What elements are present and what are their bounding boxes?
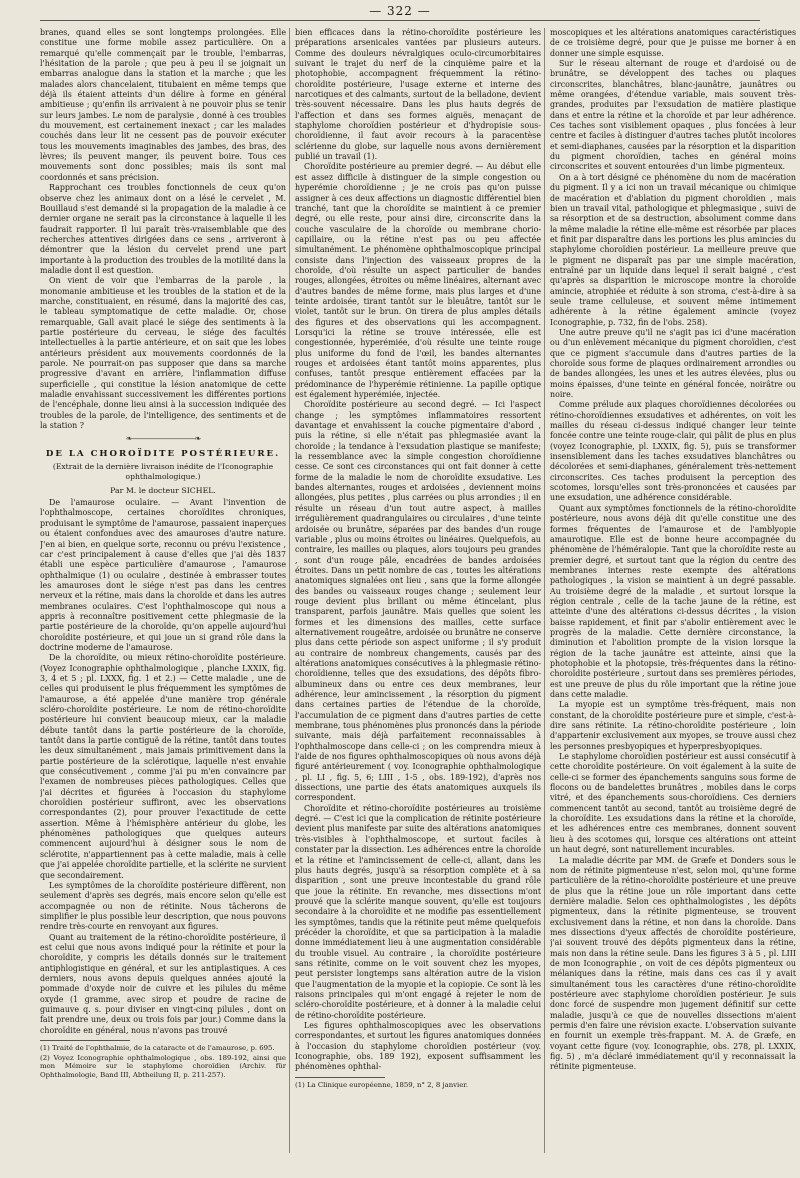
column-2	[295, 28, 541, 1168]
section-title: DE LA CHOROÏDITE POSTÉRIEURE.	[45, 448, 281, 459]
paragraph: On a à tort désigné ce phénomène du nom de macération du pigment. Il y a ici non un travail mécanique ou chimique de macération et d'ablation du pigment choroïdien , mais bien un travail vital, pathologique et phlegmasique , suivi de sa résorption et de sa destruction, absolument comme dans la même maladie la rétine elle-même est résorbée par places et finit par disparaître dans les portions les plus amincies du staphylome choroïdien postérieur. La meilleure preuve que le pigment ne disparaît pas par une simple macération, entraîné par un liquide dans lequel il serait baigné , c'est qu'après sa disparition le microscope montre la choroïde amincie, atrophiée et réduite à son stroma, c'est-à-dire à sa seule trame celluleuse, et souvent même intimement adhérente à la rétine également amincie (voyez Iconographie, p. 732, fin de l'obs. 258).	[550, 172, 796, 327]
paragraph: Choroïdite postérieure au second degré. — Ici l'aspect change ; les symptômes inflammatoires ressortent davantage et envahissent la couche pigmentaire d'abord , puis la rétine, si elle n'était pas phlegmasiée avant la choroïde ; la tendance à l'exsudation plastique se manifeste; la ressemblance avec la simple congestion choroïdienne cesse. Ce sont ces circonstances qui ont fait donner à cette forme de la maladie le nom de choroïdite exsudative. Les bandes alternantes, rouges et ardoisées , deviennent moins allongées, plus petites , plus carrées ou plus arrondies ; il en résulte un réseau d'un tout autre aspect, à mailles irrégulièrement quadrangulaires ou circulaires , d'une teinte ardoisée ou brunâtre, séparées par des bandes d'un rouge variable , plus ou moins étroites ou linéaires. Quelquefois, au contraire, les mailles ou plaques, alors toujours peu grandes , sont d'un rouge pâle, encadrées de bandes ardoisées étroites. Dans un petit nombre de cas , toutes les altérations anatomiques signalées ont lieu , sans que la forme allongée des bandes ou vaisseaux rouges change ; seulement leur rouge devient plus brillant ou même étincelant, plus transparent, parfois jaunâtre. Mais quelles que soient les formes et les dimensions des mailles, cette surface alternativement rougeâtre, ardoisée ou brunâtre ne conserve plus dans cette période son aspect uniforme ; il s'y produit au contraire de nombreux changements, causés par des altérations anatomiques consécutives à la phlegmasie rétino-choroïdienne, telles que des exsudations, des dépôts fibro-albumineux dans ou entre ces deux membranes, leur adhérence, leur amincissement , la résorption du pigment dans certaines parties de l'étendue de la choroïde, l'accumulation de ce pigment dans d'autres parties de cette membrane, tous phénomènes plus prononcés dans la période suivante, mais déjà parfaitement reconnaissables à l'ophthalmoscope dans celle-ci ; on les comprendra mieux à l'aide de nos figures ophthalmoscopiques où nous avons déjà figuré antérieurement ( voy. Iconographie ophthalmologique , pl. LI , fig. 5, 6; LIII , 1-5 , obs. 189-192), d'après nos dissections, une partie des états anatomiques auxquels ils correspondent.	[295, 400, 541, 803]
paragraph: Choroïdite et rétino-choroïdite postérieures au troisième degré. — C'est ici que la complication de rétinite postérieure devient plus manifeste par suite des altérations anatomiques très-visibles à l'ophthalmoscope, et surtout faciles à constater par la dissection. Les adhérences entre la choroïde et la rétine et l'amincissement de celle-ci, allant, dans les plus hauts degrés, jusqu'à sa résorption complète et à sa disparition , sont une preuve incontestable du grand rôle que joue la rétinite. En revanche, mes dissections m'ont prouvé que la sclérite manque souvent, qu'elle est toujours secondaire à la choroïdite et ne modifie pas essentiellement les symptômes, tandis que la rétinite peut même quelquefois précéder la choroïdite, et que sa participation à la maladie donne immédiatement lieu à une augmentation considérable du trouble visuel. Au contraire , la choroïdite postérieure sans rétinite, comme on le voit souvent chez les myopes, peut persister longtemps sans altération autre de la vision que l'augmentation de la myopie et la copiopie. Ce sont là les raisons principales qui m'ont engagé à rejeter le nom de scléro-choroïdite postérieure, et à donner à la maladie celui de rétino-choroïdite postérieure.	[295, 803, 541, 1020]
paragraph: La maladie décrite par MM. de Græfe et Donders sous le nom de rétinite pigmenteuse n'est, selon moi, qu'une forme particulière de la rétino-choroïdite postérieure et une preuve de plus que la rétine joue un rôle important dans cette dernière maladie. Selon ces ophthalmologistes , les dépôts pigmenteux, dans la rétinite pigmenteuse, se trouvent exclusivement dans la rétine, et non dans la choroïde. Dans mes dissections d'yeux affectés de choroïdite postérieure, j'ai souvent trouvé des dépôts pigmenteux dans la rétine, mais non dans la rétine seule. Dans les figures 3 à 5 , pl. LIII de mon Iconographie , on voit de ces dépôts pigmenteux ou mélaniques dans la rétine, mais dans ces cas il y avait simultanément tous les caractères d'une rétino-choroïdite postérieure avec staphylome choroïdien postérieur. Je suis donc forcé de suspendre mon jugement définitif sur cette maladie, jusqu'à ce que de nouvelles dissections m'aient permis d'en faire une révision exacte. L'observation suivante en fournit un exemple très-frappant. M. A. de Græfe, en voyant cette figure (voy. Iconographie, obs. 278, pl. LXXIX, fig. 5) , m'a déclaré immédiatement qu'il y reconnaissait la rétinite pigmenteuse.	[550, 855, 796, 1072]
paragraph: Une autre preuve qu'il ne s'agit pas ici d'une macération ou d'un enlèvement mécanique du pigment choroïdien, c'est que ce pigment s'accumule dans d'autres parties de la choroïde sous forme de plaques ordinairement arrondies ou de bandes allongées, les unes et les autres élevées, plus ou moins épaisses, d'une teinte en général foncée, noirâtre ou noire.	[550, 327, 796, 400]
paragraph: Les figures ophthalmoscopiques avec les observations correspondantes, et surtout les figures anatomiques données à l'occasion du staphylome choroïdien postérieur (voy. Iconographie, obs. 189 192), exposent suffisamment les phénomènes ophthal-	[295, 1021, 541, 1072]
paragraph: Quant au traitement de la rétino-choroïdite postérieure, il est celui que nous avons indiqué pour la rétinite et pour la choroïdite, y compris les détails donnés sur le traitement antiphlogistique en général, et sur les antiplastiques. A ces derniers, nous avons depuis quelques années ajouté la pommade d'oxyde noir de cuivre et les pilules du même oxyde (1 gramme, avec sirop et poudre de racine de guimauve q. s. pour diviser en vingt-cinq pilules , dont on fait prendre une, deux ou trois fois par jour.) Comme dans la choroïdite en général, nous n'avons pas trouvé	[40, 932, 286, 1035]
paragraph: De la choroïdite, ou mieux rétino-choroïdite postérieure. (Voyez Iconographie ophthalmologique , planche LXXIX, fig. 3, 4 et 5 ; pl. LXXX, fig. 1 et 2.) — Cette maladie , une de celles qui produisent le plus fréquemment les symptômes de l'amaurose, a été appelée d'une manière trop générale scléro-choroïdite postérieure. Le nom de rétino-choroïdite postérieure lui convient beaucoup mieux, car la maladie débute tantôt dans la partie postérieure de la choroïde, tantôt dans la partie contiguë de la rétine, tantôt dans toutes les deux simultanément , mais jamais primitivement dans la partie postérieure de la sclérotique, laquelle n'est envahie que consécutivement , comme j'ai pu m'en convaincre par l'examen de nombreuses pièces pathologiques. Celles que j'ai décrites et figurées à l'occasion du staphylome choroïdien postérieur suffiront, avec les observations correspondantes (2), pour prouver l'exactitude de cette assertion. Même à l'hémisphère antérieur du globe, les phénomènes pathologiques que quelques auteurs commencent aujourd'hui à désigner sous le nom de sclérotite, n'appartiennent pas à cette maladie, mais à celle que j'ai appelée choroïdite partielle, et la sclérite ne survient que secondairement.	[40, 653, 286, 880]
page-header	[0, 0, 800, 22]
section-note: (Extrait de la dernière livraison inédite de l'Iconographie ophthalmologique.)	[52, 462, 274, 482]
footnote: (1) La Clinique européenne, 1859, n° 2, 8 janvier.	[295, 1080, 469, 1089]
author-line: Par M. le docteur SICHEL.	[110, 485, 216, 495]
column-rule	[289, 28, 290, 1153]
header-rule	[40, 20, 760, 21]
section-ornament: ❧—————————❧	[125, 434, 201, 444]
footnote-rule	[295, 1077, 385, 1078]
paragraph: moscopiques et les altérations anatomiques caractéristiques de ce troisième degré, pour que je puisse me borner à en donner une simple esquisse.	[550, 28, 796, 58]
paragraph: Quant aux symptômes fonctionnels de la rétino-choroïdite postérieure, nous avons déjà dit qu'elle constitue une des formes fréquentes de l'amaurose et de l'amblyopie amaurotique. Elle est de bonne heure accompagnée du phénomène de l'héméralopie. Tant que la choroïdite reste au premier degré, et surtout tant que la région du centre des membranes internes reste exempte des altérations pathologiques , la vision se maintient à un degré passable. Au troisième degré de la maladie , et surtout lorsque la région centrale , celle de la tache jaune de la rétine, est atteinte d'une des altérations ci-dessus décrites , la vision baisse rapidement, et finit par s'abolir entièrement avec le progrès de la maladie. Cette dernière circonstance, la diminution et l'abolition prompte de la vision lorsque la région de la tache jaunâtre est atteinte, ainsi que la photophobie et la photopsie, très-fréquentes dans la rétino-choroïdite postérieure , surtout dans ses premières périodes, est une preuve de plus du rôle important que la rétine joue dans cette maladie.	[550, 503, 796, 699]
column-rule	[544, 28, 545, 1153]
paragraph: branes, quand elles se sont longtemps prolongées. Elle constitue une forme mobile assez particulière. On a remarqué qu'elle commençait par le trouble, l'embarras, l'hésitation de la parole ; que peu à peu il se joignait un embarras analogue dans la station et la marche ; que les malades alors chancelaient, titubaient en même temps que déjà ils étaient atteints d'un délire à forme en général ambitieuse ; qu'enfin ils arrivaient à ne pouvoir plus se tenir sur leurs jambes. Le nom de paralysie , donné à ces troubles du mouvement, est certainement inexact ; car les malades couchés dans leur lit ne cessent pas de pouvoir exécuter tous les mouvements imaginables des jambes, des bras, des lèvres; ils peuvent manger, ils peuvent boire. Tous ces mouvements sont donc possibles; mais ils sont mal coordonnés et sans précision.	[40, 28, 286, 182]
paragraph: Sur le réseau alternant de rouge et d'ardoisé ou de brunâtre, se développent des taches ou plaques circonscrites, blanchâtres, blanc-jaunâtre, jaunâtres ou même orangées, d'étendue variable, mais souvent très-grandes, produites par l'exsudation de matière plastique dans et entre la rétine et la choroïde et par leur adhérence. Ces taches sont visiblement opaques , plus foncées à leur centre et faciles à distinguer d'autres taches plutôt incolores et semi-diaphanes, causées par la résorption et la disparition du pigment choroïdien, taches en général moins circonscrites et souvent entourées d'un limbe pigmenteux.	[550, 59, 796, 172]
page-number: — 322 —	[369, 4, 431, 18]
paragraph: De l'amaurose oculaire. — Avant l'invention de l'ophthalmoscope, certaines choroïdites chroniques, produisant le symptôme de l'amaurose, passaient inaperçues ou étaient confondues avec des amauroses d'autre nature. J'en ai bien, en quelque sorte, reconnu ou prévu l'existence , car c'est principalement à cause d'elles que j'ai dès 1837 établi une espèce particulière d'amaurose , l'amaurose ophthalmique (1) ou oculaire , destinée à embrasser toutes les amauroses dont le siége n'est pas dans les centres nerveux et la rétine, mais dans la choroïde et dans les autres membranes oculaires. C'est l'ophthalmoscope qui nous a appris à reconnaître positivement cette phlegmasie de la partie postérieure de la choroïde, qu'on appelle aujourd'hui choroïdite postérieure, et qui joue un si grand rôle dans la doctrine moderne de l'amaurose.	[40, 498, 286, 652]
paragraph: Choroïdite postérieure au premier degré. — Au début elle est assez difficile à distinguer de la simple congestion ou hyperémie choroïdienne ; je ne crois pas qu'on puisse assigner à ces deux affections un diagnostic différentiel bien tranché, tant que la choroïdite se maintient à ce premier degré, ou elle reste, pour ainsi dire, circonscrite dans la couche vasculaire de la choroïde ou membrane chorio-capillaire, ou la rétine n'est pas ou peu affectée simultanément. Le phénomène ophthalmoscopique principal consiste dans l'injection des vaisseaux propres de la choroïde, d'où résulte un aspect particulier de bandes rouges, allongées, étroites ou même linéaires, alternant avec d'autres bandes de même forme, mais plus larges et d'une teinte ardoisée, tirant tantôt sur le bleuâtre, tantôt sur le violet, tantôt sur le brun. On tirera de plus amples détails des figures et des observations qui les accompagnent. Lorsqu'ici la rétine se trouve intéressée, elle est congestionnée, hyperémiée, d'où résulte une teinte rouge plus uniforme du fond de l'œil, les bandes alternantes rouges et ardoisées étant tantôt moins apparentes, plus confuses, tantôt presque entièrement effacées par la prédominance de l'hyperémie rétinienne. La papille optique est également hyperémiée, injectée.	[295, 162, 541, 400]
footnote-rule	[40, 1040, 130, 1041]
footnote: (1) Traité de l'ophthalmie, de la cataracte et de l'amaurose, p. 695.	[40, 1044, 275, 1052]
paragraph: Le staphylome choroïdien postérieur est aussi consécutif à cette choroïdite postérieure. On voit également à la suite de celle-ci se former des épanchements sanguins sous forme de flocons ou de bandelettes brunâtres , mobiles dans le corps vitré, et des épanchements sous-choroïdiens. Ces derniers commencent tantôt au second, tantôt au troisième degré de la choroïdite. Les exsudations dans la rétine et la choroïde, et les adhérences entre ces membranes, donnent souvent lieu à des scotomes qui, lorsque ces altérations ont atteint un haut degré, sont naturellement incurables.	[550, 752, 796, 855]
paragraph: La myopie est un symptôme très-fréquent, mais non constant, de la choroïdite postérieure pure et simple, c'est-à-dire sans rétinite. La rétino-choroïdite postérieure , loin d'appartenir exclusivement aux myopes, se trouve aussi chez les personnes presbyopiques et hyperpresbyopiques.	[550, 700, 796, 751]
column-1	[40, 28, 286, 1168]
column-3	[550, 28, 796, 1168]
paragraph: Rapprochant ces troubles fonctionnels de ceux qu'on observe chez les animaux dont on a lésé le cervelet , M. Bouillaud s'est demandé si la propagation de la maladie à ce dernier organe ne serait pas la circonstance à laquelle il les faudrait rapporter. Il lui paraît très-vraisemblable que des recherches attentives dirigées dans ce sens , arriveront à démontrer que la lésion du cervelet prend une part importante à la production des troubles de la motilité dans la maladie dont il est question.	[40, 183, 286, 275]
paragraph: bien efficaces dans la rétino-choroïdite postérieure les préparations arsenicales vantées par plusieurs auteurs. Comme des douleurs névralgiques oculo-circumorbitaires suivant le trajet du nerf de la cinquième paire et la photophobie, accompagnent fréquemment la rétino-choroïdite postérieure, l'usage externe et interne des narcotiques et des calmants, surtout de la belladone, devient très-souvent nécessaire. Dans les plus hauts degrés de l'affection et dans ses formes aiguës, menaçant de staphylome choroïdien postérieur et d'hydropisie sous-choroïdienne, il faut avoir recours à la paracentèse sclérienne du globe, sur laquelle nous avons dernièrement publié un travail (1).	[295, 28, 541, 162]
paragraph: On vient de voir que l'embarras de la parole , la monomanie ambitieuse et les troubles de la station et de la marche, constituaient, en résumé, dans la majorité des cas, le tableau symptomatique de cette maladie. Or, chose remarquable, Gall avait placé le siége des sentiments à la partie postérieure du cerveau, le siége des facultés intellectuelles à la partie antérieure, et on sait que les lobes antérieurs président aux mouvements coordonnés de la parole. Ne pourrait-on pas supposer que dans sa marche progressive d'avant en arrière, l'inflammation diffuse superficielle , qui constitue la lésion anatomique de cette maladie envahissant successivement les différentes portions de l'encéphale, donne lieu ainsi à la succession indiquée des troubles de la parole, de l'intelligence, des sentiments et de la station ?	[40, 276, 286, 431]
footnote: (2) Voyez Iconographie ophthalmologique , obs. 189-192, ainsi que mon Mémoire sur le staphylome choroïdien (Archiv. für Ophthalmologie, Band III, Abtheilung II, p. 211-257).	[40, 1053, 286, 1079]
paragraph: Les symptômes de la choroïdite postérieure diffèrent, non seulement d'après ses degrés, mais encore selon qu'elle est accompagnée ou non de rétinite. Nous tâcherons de simplifier le plus possible leur description, que nous pouvons rendre très-courte en renvoyant aux figures.	[40, 880, 286, 932]
paragraph: Comme prélude aux plaques choroïdiennes décolorées ou rétino-choroïdiennes exsudatives et adhérentes, on voit les mailles du réseau ci-dessus indiqué changer leur teinte foncée contre une teinte rouge-clair, qui pâlit de plus en plus (voyez Iconographie, pl. LXXIX, fig. 5), puis se transformer insensiblement dans les taches exsudatives blanchâtres ou décolorées et semi-diaphanes, généralement très-nettement circonscrites. Ces taches produisent la perception des scotomes, lorsqu'elles sont très-prononcées et causées par une exsudation, une adhérence considérable.	[550, 400, 796, 503]
